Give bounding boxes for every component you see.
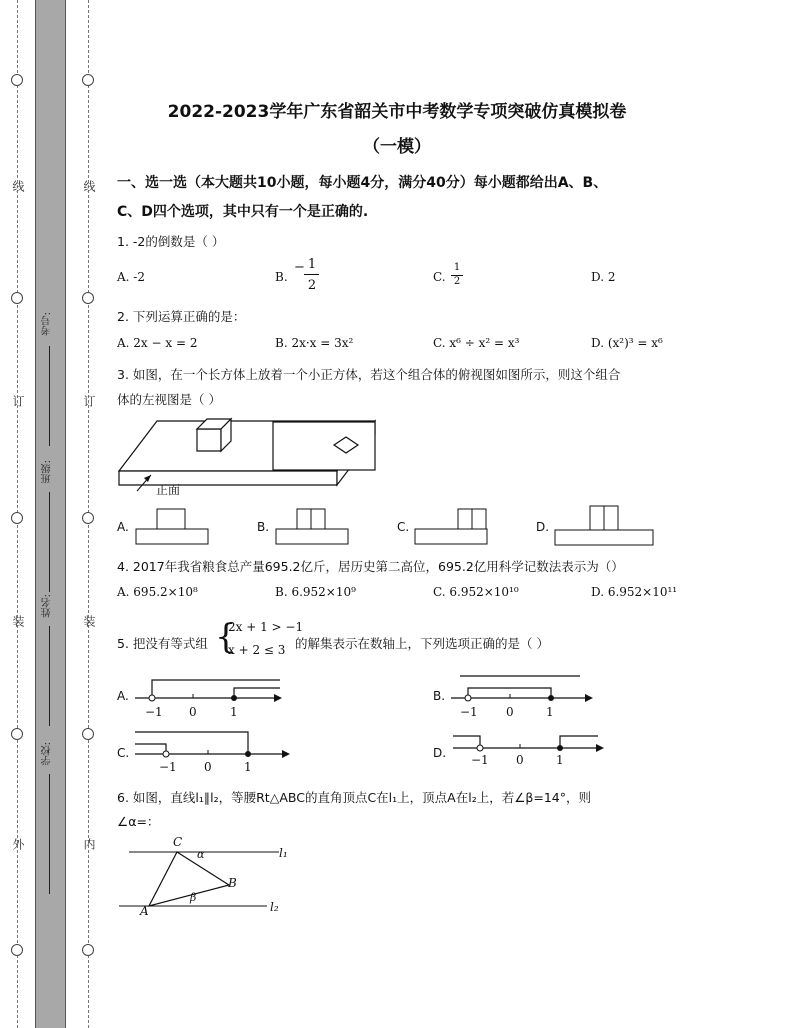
punch-hole xyxy=(82,728,94,740)
q1-option-c: C. xyxy=(433,270,446,284)
q5-c-tick-1: 1 xyxy=(244,760,252,774)
q3-option-a-figure xyxy=(135,508,211,546)
q5-c-tick-0: 0 xyxy=(204,760,212,774)
punch-hole xyxy=(82,944,94,956)
q3-option-c: C. xyxy=(397,520,410,534)
q5-inequality-2: x + 2 ≤ 3 xyxy=(228,643,286,657)
q5-d-tick-minus1: −1 xyxy=(471,753,489,767)
q3-option-b-figure xyxy=(275,508,351,546)
punch-hole xyxy=(11,74,23,86)
page-title: 2022-2023学年广东省韶关市中考数学专项突破仿真模拟卷 xyxy=(167,102,627,122)
field-class: 班级: xyxy=(42,460,53,484)
q5-number-line-c xyxy=(130,728,295,774)
q6-label-a: A xyxy=(140,904,149,918)
gutter-mark: 订 xyxy=(82,395,96,407)
page-subtitle: （一模） xyxy=(363,137,431,157)
field-school: 学校: xyxy=(42,742,53,766)
punch-hole xyxy=(82,512,94,524)
q2-option-d: D. (x²)³ = x⁶ xyxy=(591,336,663,350)
gutter-mark: 装 xyxy=(82,615,96,627)
q1-fraction-bar xyxy=(304,274,319,275)
q5-b-tick-0: 0 xyxy=(506,705,514,719)
punch-hole xyxy=(11,512,23,524)
field-name: 姓名: xyxy=(42,594,53,618)
q3-option-c-figure xyxy=(414,508,490,546)
question-5-stem-pre: 5. 把没有等式组 xyxy=(117,636,208,651)
q1-option-b: B. xyxy=(275,270,288,284)
q5-c-tick-minus1: −1 xyxy=(159,760,177,774)
q5-option-a: A. xyxy=(117,689,129,703)
question-2-stem: 2. 下列运算正确的是： xyxy=(117,309,246,324)
field-line xyxy=(49,626,50,726)
q2-option-c: C. x⁶ ÷ x² = x³ xyxy=(433,336,520,350)
q1-b-denominator: 2 xyxy=(307,278,317,293)
q6-label-alpha: α xyxy=(197,848,205,861)
q5-option-d: D. xyxy=(433,746,447,760)
q3-front-label: 正面 xyxy=(156,483,181,497)
gutter-mark: 内 xyxy=(82,838,96,850)
binding-margin xyxy=(0,0,100,1028)
q1-c-numerator: 1 xyxy=(453,262,461,273)
field-line xyxy=(49,492,50,592)
question-3-stem: 3. 如图，在一个长方体上放着一个小正方体，若这个组合体的俯视图如图所示，则这个组合 xyxy=(117,367,621,382)
question-4-stem: 4. 2017年我省粮食总产量695.2亿斤，居历史第二高位，695.2亿用科学记数法表示为（） xyxy=(117,559,624,574)
q1-c-denominator: 2 xyxy=(453,276,461,287)
question-5-stem-post: 的解集表示在数轴上，下列选项正确的是（ ） xyxy=(295,636,549,651)
question-1-stem: 1. -2的倒数是（ ） xyxy=(117,234,225,249)
q2-option-b: B. 2x·x = 3x² xyxy=(275,336,354,350)
q6-label-b: B xyxy=(228,876,237,890)
q5-a-tick-0: 0 xyxy=(189,705,197,719)
question-6-stem: 6. 如图，直线l₁∥l₂，等腰Rt△ABC的直角顶点C在l₁上，顶点A在l₂上，若∠β=14°，则 xyxy=(117,790,592,805)
gutter-mark: 线 xyxy=(82,180,96,192)
q1-option-a: A. -2 xyxy=(117,270,145,284)
q6-label-l1: l₁ xyxy=(279,846,288,860)
q1-b-numerator: 1 xyxy=(307,257,317,272)
field-line xyxy=(49,346,50,446)
q5-option-b: B. xyxy=(433,689,446,703)
punch-hole xyxy=(82,292,94,304)
q4-option-c: C. 6.952×10¹⁰ xyxy=(433,585,519,599)
q5-d-tick-1: 1 xyxy=(556,753,564,767)
q3-option-a: A. xyxy=(117,520,129,534)
q5-option-c: C. xyxy=(117,746,130,760)
gutter-mark: 线 xyxy=(11,180,25,192)
q3-option-d: D. xyxy=(536,520,550,534)
q5-brace: { xyxy=(215,617,237,657)
q5-a-tick-1: 1 xyxy=(230,705,238,719)
q1-option-b-minus: − xyxy=(294,260,305,275)
section-heading: 一、选一选（本大题共10小题，每小题4分，满分40分）每小题都给出A、B、 xyxy=(117,175,608,191)
field-line xyxy=(49,774,50,894)
q6-label-beta: β xyxy=(190,891,197,904)
field-exam-number: 考号: xyxy=(42,312,53,336)
q2-option-a: A. 2x − x = 2 xyxy=(117,336,198,350)
binding-strip xyxy=(35,0,66,1028)
punch-hole xyxy=(11,944,23,956)
question-3-stem-cont: 体的左视图是（ ） xyxy=(117,392,221,407)
q4-option-a: A. 695.2×10⁸ xyxy=(117,585,198,599)
q5-b-tick-1: 1 xyxy=(546,705,554,719)
q6-label-l2: l₂ xyxy=(270,900,279,914)
gutter-mark: 装 xyxy=(11,615,25,627)
q5-number-line-d xyxy=(448,728,608,774)
q4-option-b: B. 6.952×10⁹ xyxy=(275,585,356,599)
q5-a-tick-minus1: −1 xyxy=(145,705,163,719)
q6-label-c: C xyxy=(173,835,183,849)
q1-option-d: D. 2 xyxy=(591,270,616,284)
punch-hole xyxy=(11,292,23,304)
q5-d-tick-0: 0 xyxy=(516,753,524,767)
gutter-mark: 外 xyxy=(11,838,25,850)
q3-option-d-figure xyxy=(554,505,656,547)
question-6-stem-cont: ∠α=： xyxy=(117,814,160,829)
q5-inequality-1: 2x + 1 > −1 xyxy=(228,620,304,634)
q3-option-b: B. xyxy=(257,520,270,534)
punch-hole xyxy=(82,74,94,86)
q4-option-d: D. 6.952×10¹¹ xyxy=(591,585,678,599)
q5-b-tick-minus1: −1 xyxy=(460,705,478,719)
section-heading-cont: C、D四个选项，其中只有一个是正确的. xyxy=(117,204,369,220)
q3-top-view xyxy=(272,421,376,471)
gutter-mark: 订 xyxy=(11,395,25,407)
punch-hole xyxy=(11,728,23,740)
